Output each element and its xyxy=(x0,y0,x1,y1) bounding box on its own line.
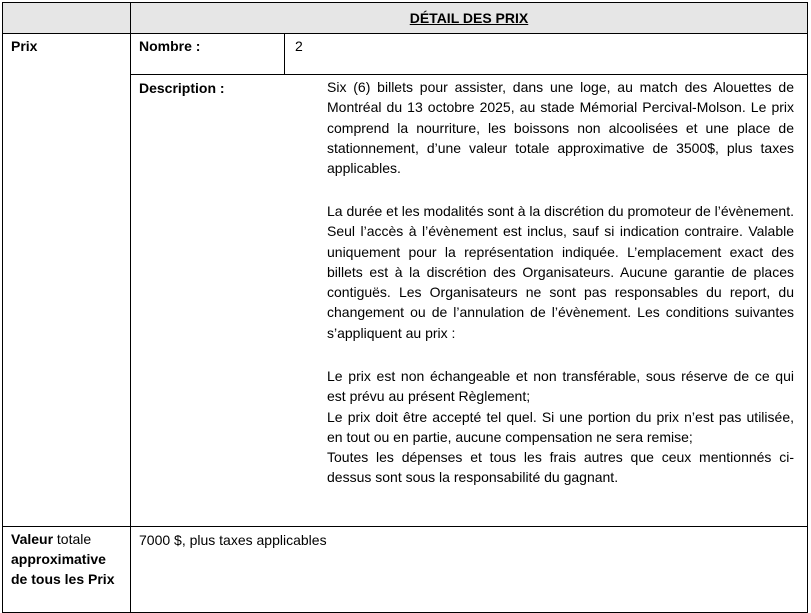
prix-label-cell xyxy=(2,33,131,527)
nombre-value: 2 xyxy=(295,38,303,54)
valeur-label-part: Valeur xyxy=(11,531,54,547)
condition-item: Le prix est non échangeable et non transférable, sous réserve de ce qui est prévu au présent Règlement; xyxy=(327,368,794,405)
description-paragraph-1: Six (6) billets pour assister, dans une loge, au match des Alouettes de Montréal du 13 octobre 2025, au stade Mémorial Percival-Molson. Le prix comprend la nourriture, les boissons non alcoolisées et une place de stationnement, d’une valeur totale approximative de 3500$, plus taxes applicables. xyxy=(327,79,794,177)
prix-label: Prix xyxy=(11,38,38,54)
nombre-row-cell xyxy=(130,33,808,75)
condition-item: Toutes les dépenses et tous les frais autres que ceux mentionnés ci-dessus sont sous la responsabilité du gagnant. xyxy=(327,449,794,486)
valeur-value: 7000 $, plus taxes applicables xyxy=(139,532,327,548)
conditions-list xyxy=(327,366,794,488)
nombre-divider xyxy=(284,33,285,75)
valeur-label-part: approximative de tous les Prix xyxy=(11,551,115,587)
header-left-cell xyxy=(2,2,131,34)
table-title: DÉTAIL DES PRIX xyxy=(409,10,529,26)
valeur-label-part: totale xyxy=(53,531,92,547)
valeur-label xyxy=(11,529,123,589)
description-paragraph-2: La durée et les modalités sont à la discrétion du promoteur de l’évènement. Seul l’accès à l’évènement est inclus, sauf si indication contraire. Valable uniquement pour la représentation indiquée. L’emplacement exact des billets est à la discrétion des Organisateurs. Aucune garantie de places contiguës. Les Organisateurs ne sont pas responsables du report, du changement ou de l’annulation de l’évènement. Les conditions suivantes s’appliquent au prix : xyxy=(327,203,794,341)
nombre-label: Nombre : xyxy=(139,38,201,54)
condition-item: Le prix doit être accepté tel quel. Si une portion du prix n’est pas utilisée, en tout ou en partie, aucune compensation ne sera remise; xyxy=(327,408,794,445)
description-label: Description : xyxy=(139,80,225,96)
